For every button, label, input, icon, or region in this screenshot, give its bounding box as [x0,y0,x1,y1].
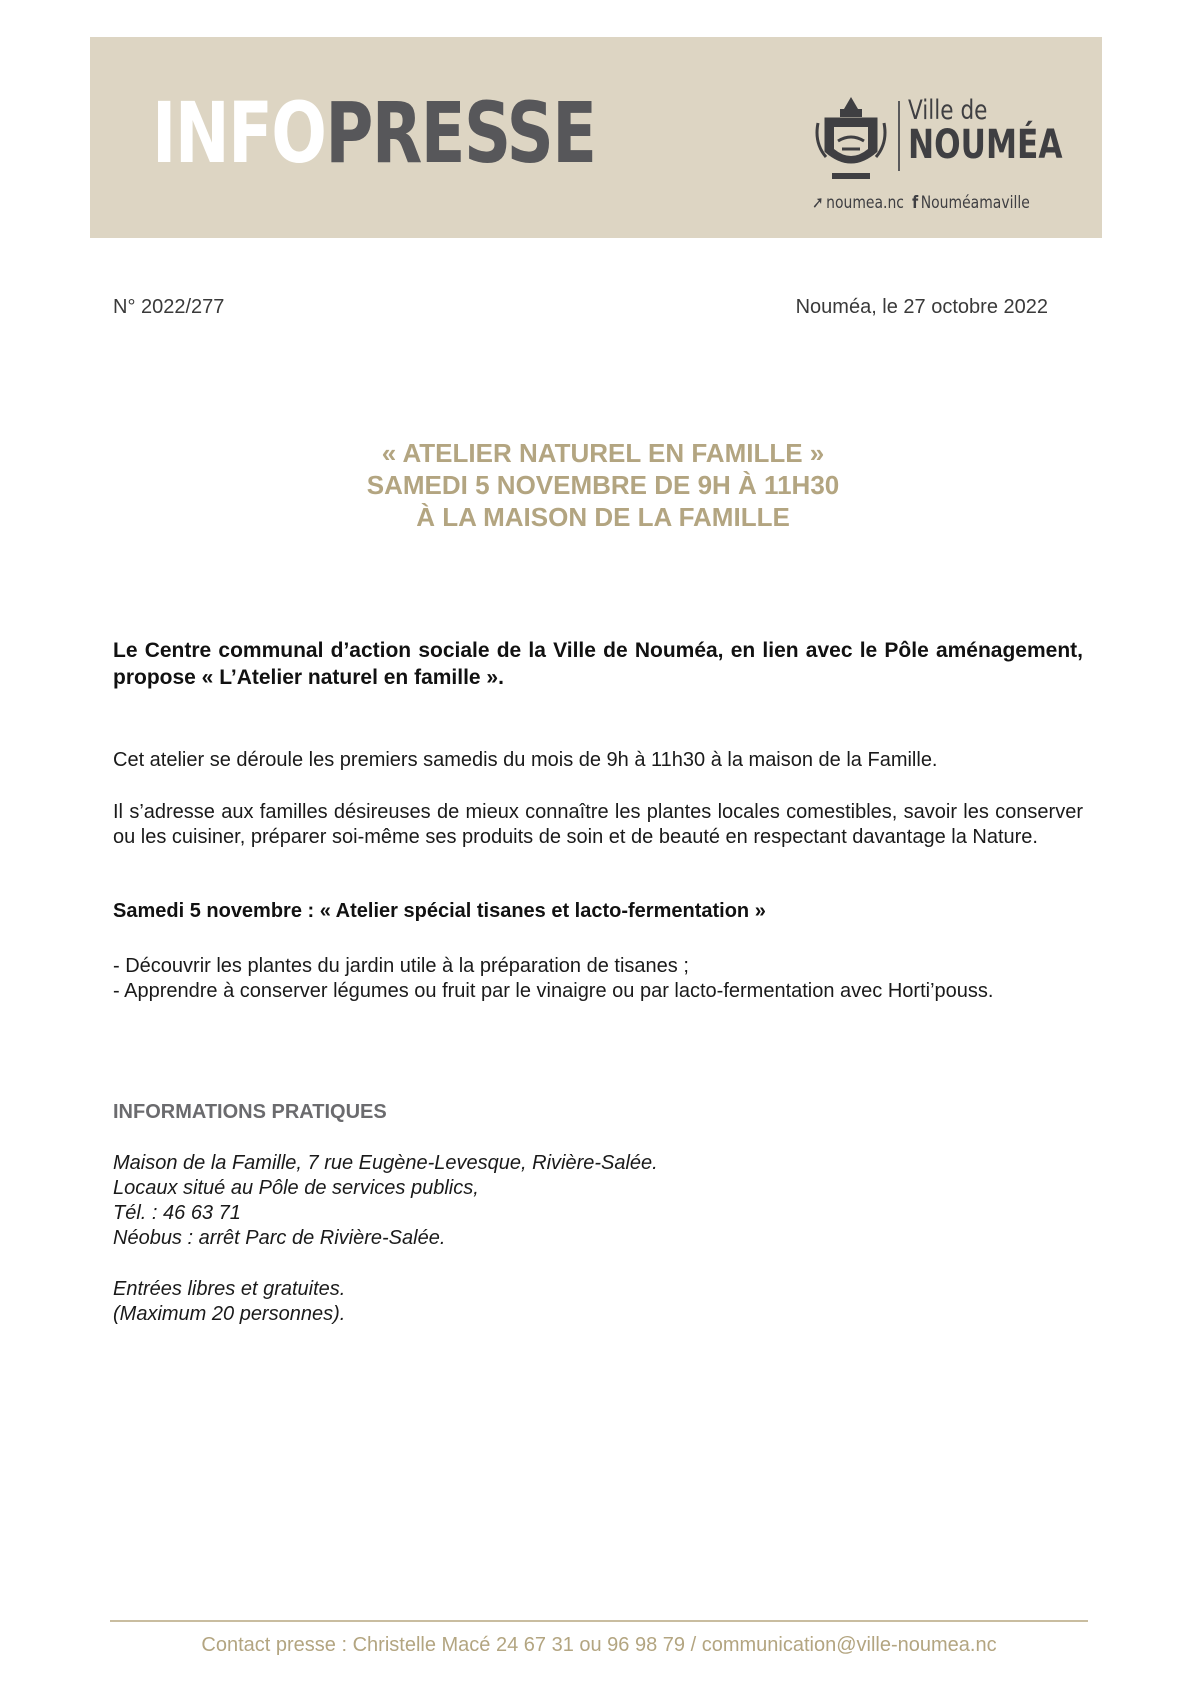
info-line: Maison de la Famille, 7 rue Eugène-Levesque, Rivière-Salée. [113,1152,658,1174]
list-item: - Apprendre à conserver légumes ou fruit par le vinaigre ou par lacto-fermentation avec Horti’pouss. [113,980,994,1002]
press-release-title [113,437,1093,533]
city-crest-icon [812,93,890,183]
footer-divider [110,1620,1088,1622]
logo-social-links [812,193,1030,213]
list-item: - Découvrir les plantes du jardin utile à la préparation de tisanes ; [113,955,689,977]
title-line-2: SAMEDI 5 NOVEMBRE DE 9H À 11H30 [366,470,840,500]
activity-list [113,954,993,1004]
website-link[interactable]: noumea.nc [826,193,904,213]
press-contact: Contact presse : Christelle Macé 24 67 31 ou 96 98 79 / communication@ville-noumea.nc [201,1634,997,1656]
header-banner [90,37,1102,238]
practical-info-heading: INFORMATIONS PRATIQUES [113,1101,387,1123]
info-line: Locaux situé au Pôle de services publics, [113,1177,479,1199]
body-paragraph-2: Il s’adresse aux familles désireuses de mieux connaître les plantes locales comestibles, savoir les conserver ou les cuisiner, préparer soi-même ses produits de soin et de beauté en respectant davantage la Nature. [113,801,1083,848]
title-line-1: « ATELIER NATUREL EN FAMILLE » [381,438,825,468]
practical-info-address [113,1151,658,1251]
press-release-number: N° 2022/277 [113,296,225,318]
info-line: Tél. : 46 63 71 [113,1202,241,1224]
info-line: Néobus : arrêt Parc de Rivière-Salée. [113,1227,446,1249]
place-and-date: Nouméa, le 27 octobre 2022 [795,296,1048,318]
practical-info-entry [113,1277,345,1327]
lead-paragraph: Le Centre communal d’action sociale de la Ville de Nouméa, en lien avec le Pôle aménagement, propose « L’Atelier naturel en famille ». [113,639,1083,689]
info-line: Entrées libres et gratuites. [113,1278,346,1300]
facebook-link[interactable]: Nouméamaville [920,193,1030,213]
logo-divider [898,101,900,171]
logo-ville-de: Ville de [908,95,988,126]
infopresse-logo [152,84,596,182]
brand-info: INFO [152,84,326,182]
info-line: (Maximum 20 personnes). [113,1303,346,1325]
title-line-3: À LA MAISON DE LA FAMILLE [416,502,790,532]
body-paragraph-1: Cet atelier se déroule les premiers samedis du mois de 9h à 11h30 à la maison de la Famille. [113,749,938,771]
event-subheading: Samedi 5 novembre : « Atelier spécial tisanes et lacto-fermentation » [113,900,766,922]
arrow-icon: ➚ [812,193,824,213]
logo-noumea: NOUMÉA [908,122,1063,168]
brand-presse: PRESSE [325,84,596,182]
ville-de-noumea-logo [812,93,1063,213]
facebook-icon: f [912,193,919,213]
